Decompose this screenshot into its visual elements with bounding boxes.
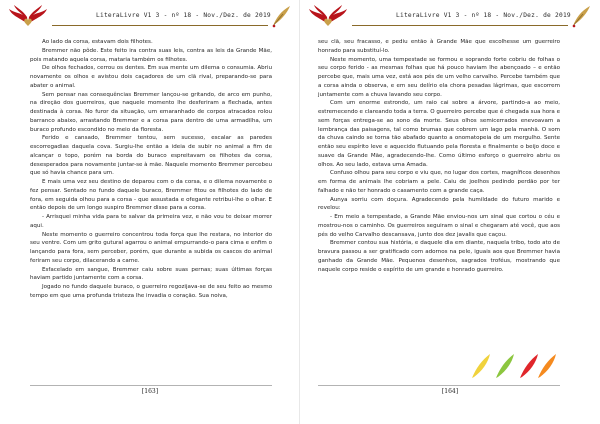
right-text-column [318,38,560,274]
paragraph: - Em meio a tempestade, a Grande Mãe enviou-nos um sinal que cortou o céu e mostrou-nos o caminho. Os guerreiros seguiram o sinal e chegaram até você, que aos pés do velho Carvalho descansava, junto dos dez javalis que caçou. [318,214,560,238]
footer-rule [318,385,560,386]
paragraph: Jogado no fundo daquele buraco, o guerreiro regozijava-se de seu feito ao mesmo tempo em que uma profunda tristeza lhe invadia o coração. Sua noiva, [30,284,272,299]
winged-heart-icon [308,4,348,28]
paragraph: Esfacelado em sangue, Bremmer caiu sobre suas pernas; suas últimas forças haviam partido juntamente com a corsa. [30,266,272,282]
paragraph: Neste momento o guerreiro concentrou toda força que lhe restara, no interior do seu ventre. Com um grito gutural agarrou o animal empurrando-o para cima e enfim o lançando para fora, sem perceber, porém, que durante a subida os cascos do animal feriram seu corpo, dilacerando a carne. [30,231,272,264]
footer-rule [30,385,272,386]
quill-icon [570,4,592,28]
winged-heart-icon [8,4,48,28]
page-header [8,4,292,30]
paragraph: Confuso olhou para seu corpo e viu que, no lugar dos cortes, magníficos desenhos em forma de animais lhe cobriam a pele. Caiu de joelhos pedindo perdão por ter falhado e não ter honrado o casamento com a grande caça. [318,170,560,194]
paragraph: E mais uma vez seu destino de deparou com o da corsa, e o dilema novamente o fez pensar. Sentado no fundo daquele buraco, Bremmer fitou os filhotes do lado de fora, em seguida olhou para a corsa - que assustada e ofegante retribui-lhe o olhar. E então depois de um longo suspiro Bremmer disse para a corsa. [30,179,272,212]
paragraph: Ferido e cansado, Bremmer tentou, sem sucesso, escalar as paredes escorregadias daquela cova. Surgiu-lhe então a ideia de subir no animal a fim de alcançar o topo, porém na borda do buraco espreitavam os filhotes da corsa, desesperados para novamente juntar-se à mãe. Naquele momento Bremmer percebeu que só havia chance para um. [30,135,272,177]
paragraph: Sem pensar nas consequências Bremmer lançou-se gritando, de arco em punho, na direção dos guerreiros, que naquele momento lhe desferiram a flechada, antes destinada à corsa. No furor da situação, um emaranhado de corpos atracados rolou barranco abaixo, arrastando Bremmer e a corsa para dentro de uma armadilha, um buraco profundo escondido no meio da floresta. [30,91,272,133]
header-title: LiteraLivre V1 3 - nº 18 - Nov./Dez. de 2019 [96,12,271,19]
page-number: [163] [141,388,159,395]
quill-icon [270,4,292,28]
paragraph: Neste momento, uma tempestade se formou e soprando forte cobriu de folhas o seu corpo ferido - as mesmas folhas que há pouco haviam lhe abençoado – e então percebe que, mais uma vez, está aos pés de um velho carvalho. Percebe também que a corsa ainda o observa, e em seu delírio ela chora pesadas lágrimas, que escorrem juntamente com a chuva lavando seu corpo. [318,56,560,98]
paragraph: - Arrisquei minha vida para te salvar da primeira vez, e não vou te deixar morrer aqui. [30,214,272,229]
page-number: [164] [441,388,459,395]
paragraph: Bremmer não pôde. Este feito ira contra suas leis, contra as leis da Grande Mãe, pois matando aquela corsa, mataria também os filhotes. [30,47,272,63]
paragraph: De olhos fechados, cerrou os dentes. Em sua mente um dilema o consumia. Abriu novamente os olhos e avistou dois caçadores de um clã rival, preparando-se para abater o animal. [30,65,272,89]
feathers-icon [468,352,560,380]
paragraph: seu clã, seu fracasso, e pediu então à Grande Mãe que escolhesse um guerreiro honrado para substituí-lo. [318,39,560,54]
paragraph: Aunya sorriu com doçura. Agradecendo pela humildade do futuro marido e revelou: [318,196,560,212]
paragraph: Bremmer contou sua história, e daquele dia em diante, naquela tribo, todo ato de bravura passou a ser gratificado com adornos na pele, iguais aos que Bremmer havia ganhado da Grande Mãe. Pequenos desenhos, sagrados troféus, mostrando que naquele corpo reside o espírito de um grande e honrado guerreiro. [318,240,560,273]
right-page [300,0,600,424]
header-rule [52,25,268,26]
left-text-column [30,38,272,301]
paragraph: Com um enorme estrondo, um raio cai sobre a árvore, partindo-a ao meio, estremecendo e clareando toda a terra. O guerreiro percebe que é chegada sua hora e sem forças entrega-se ao sono da morte. Seus olhos semicerrados enevoavam a lembrança das paisagens, tal como brumas que cobrem um lago pela manhã. O som da chuva caindo se torna tão abafado quanto a onomatopeia de um mergulho. Sente então seu espírito leve e aquecido flutuando pela floresta e finalmente o beijo doce e suave da Grande Mãe, agradecendo-lhe. Como último esforço o guerreiro abriu os olhos. Ao seu lado, estava uma Amada. [318,100,560,168]
header-rule [352,25,568,26]
paragraph: Ao lado da corsa, estavam dois filhotes. [42,39,153,45]
page-header [308,4,592,30]
header-title: LiteraLivre V1 3 - nº 18 - Nov./Dez. de 2019 [396,12,571,19]
